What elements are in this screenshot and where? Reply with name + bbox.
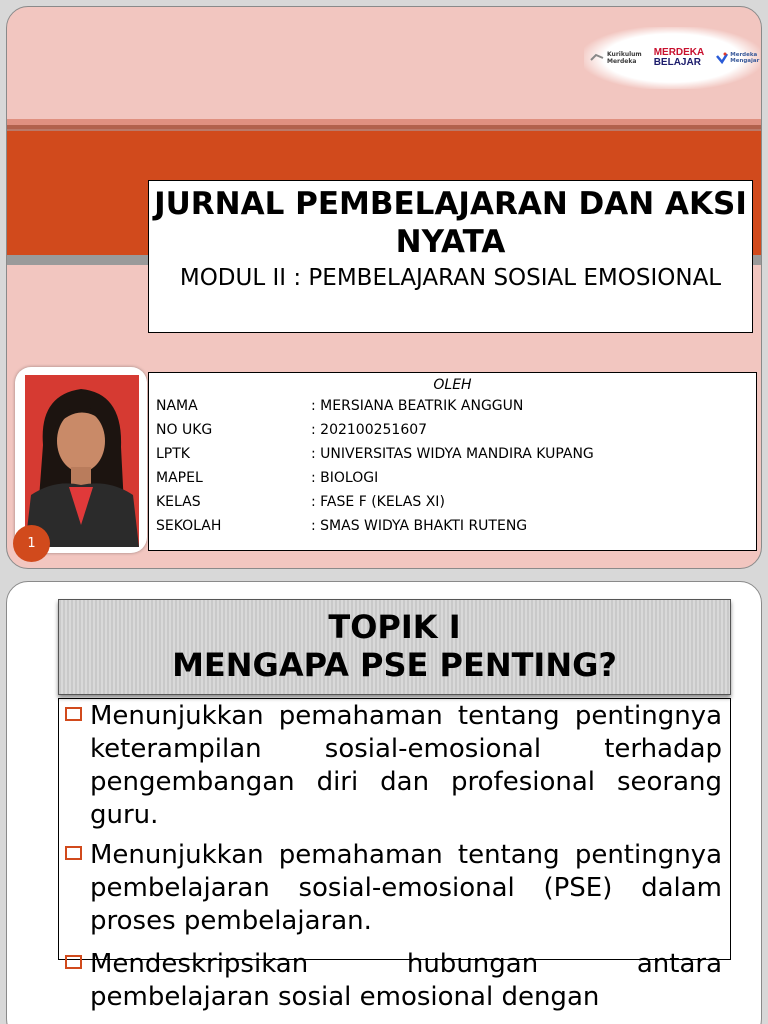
square-bullet-icon xyxy=(65,846,82,860)
mm-line2: Mengajar xyxy=(730,58,760,64)
slide-title: JURNAL PEMBELAJARAN DAN AKSI NYATA xyxy=(154,186,747,260)
square-bullet-icon xyxy=(65,707,82,721)
info-row-sekolah xyxy=(149,514,756,538)
mm-line1: Merdeka xyxy=(730,52,758,58)
info-value: : UNIVERSITAS WIDYA MANDIRA KUPANG xyxy=(311,446,594,462)
info-row-lptk xyxy=(149,442,756,466)
info-key: NAMA xyxy=(156,398,198,414)
info-value: : MERSIANA BEATRIK ANGGUN xyxy=(311,398,524,414)
merdeka-logo-text: MERDEKA xyxy=(653,47,705,58)
kurikulum-merdeka-icon xyxy=(590,52,604,64)
oleh-label: OLEH xyxy=(433,377,472,393)
info-value: : 202100251607 xyxy=(311,422,428,438)
objectives-list xyxy=(65,700,722,945)
merdeka-mengajar-icon xyxy=(716,52,728,64)
list-item-text: Mendeskripsikan hubungan antara pembelajaran sosial emosional dengan xyxy=(90,949,722,1012)
portrait-illustration xyxy=(25,375,139,547)
info-key: LPTK xyxy=(156,446,190,462)
info-row-mapel xyxy=(149,466,756,490)
kurikulum-text: Kurikulum xyxy=(607,51,642,58)
list-item-text: Menunjukkan pemahaman tentang pentingnya keterampilan sosial-emosional terhadap pengembangan diri dan profesional seorang guru. xyxy=(90,701,722,830)
title-box xyxy=(148,180,753,333)
kurikulum-merdeka-logo xyxy=(590,51,642,65)
merdeka-mengajar-logo xyxy=(716,52,759,64)
info-key: SEKOLAH xyxy=(156,518,222,534)
square-bullet-icon xyxy=(65,955,82,969)
author-photo xyxy=(25,375,139,547)
slide-1 xyxy=(6,6,762,569)
topic-header xyxy=(58,599,731,695)
list-item xyxy=(65,948,722,1014)
info-key: NO UKG xyxy=(156,422,213,438)
page-number-badge: 1 xyxy=(13,525,50,562)
topic-number: TOPIK I xyxy=(328,608,461,646)
info-row-no-ukg xyxy=(149,418,756,442)
author-info-box xyxy=(148,372,757,551)
info-row-nama xyxy=(149,394,756,418)
list-item xyxy=(65,700,722,832)
list-item xyxy=(65,839,722,938)
logos xyxy=(584,27,760,89)
info-key: MAPEL xyxy=(156,470,203,486)
merdeka-belajar-logo xyxy=(654,48,705,68)
info-value: : SMAS WIDYA BHAKTI RUTENG xyxy=(311,518,528,534)
belajar-logo-text: BELAJAR xyxy=(653,57,701,68)
slide-2 xyxy=(6,581,762,1024)
info-value: : BIOLOGI xyxy=(311,470,379,486)
list-item-text: Menunjukkan pemahaman tentang pentingnya pembelajaran sosial-emosional (PSE) dalam proses pembelajaran. xyxy=(90,840,722,936)
info-row-kelas xyxy=(149,490,756,514)
merdeka-text: Merdeka xyxy=(607,58,637,65)
info-key: KELAS xyxy=(156,494,201,510)
info-value: : FASE F (KELAS XI) xyxy=(311,494,445,510)
topic-title: MENGAPA PSE PENTING? xyxy=(172,646,617,684)
slide-subtitle: MODUL II : PEMBELAJARAN SOSIAL EMOSIONAL xyxy=(179,265,722,291)
